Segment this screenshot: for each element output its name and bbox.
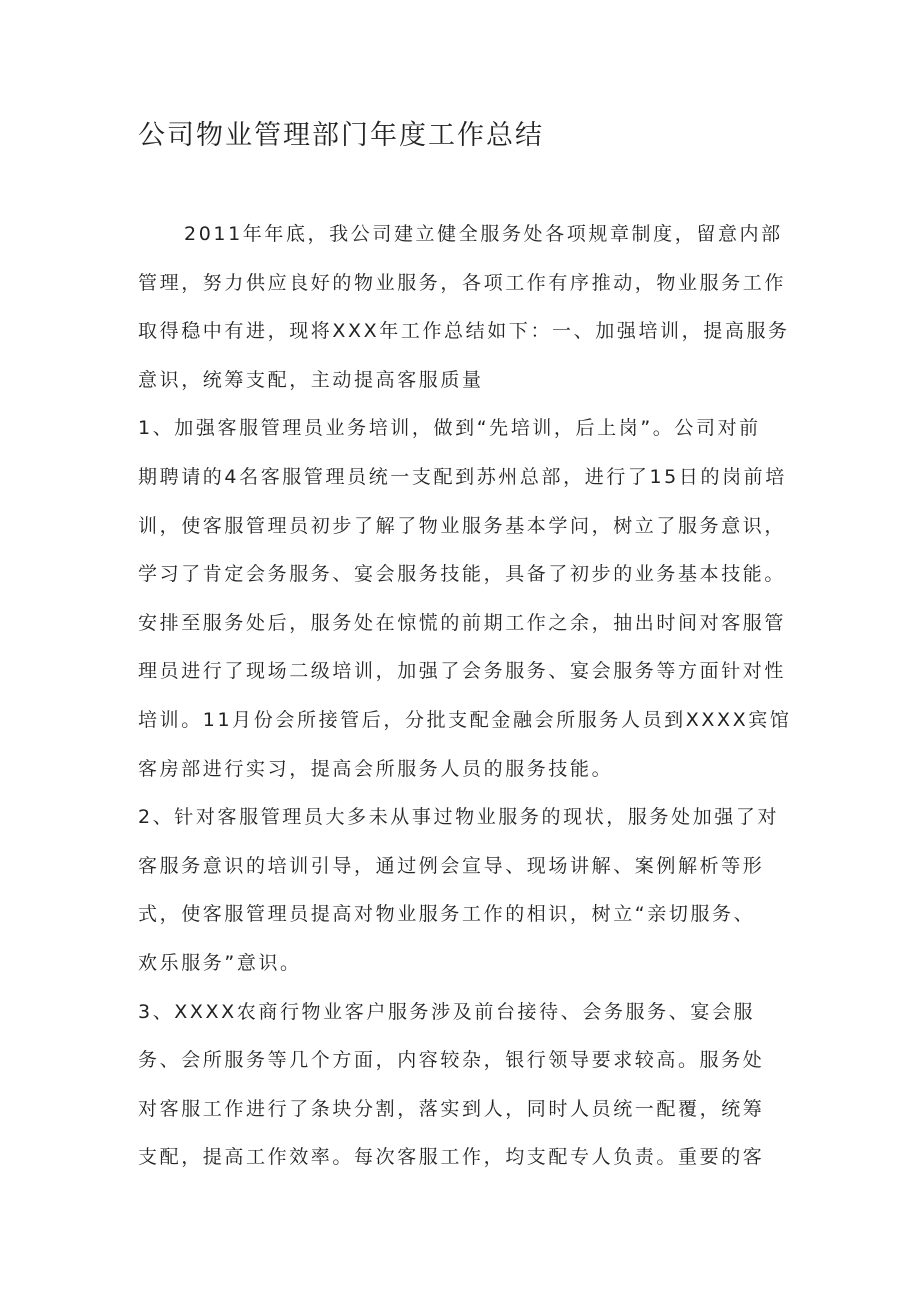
document-body <box>138 210 790 1182</box>
text-line: 客服务意识的培训引导，通过例会宣导、现场讲解、案例解析等形 <box>138 854 765 877</box>
text-line: 2011年年底，我公司建立健全服务处各项规章制度，留意内部 <box>184 223 783 245</box>
document-title: 公司物业管理部门年度工作总结 <box>138 120 544 151</box>
text-line: 对客服工作进行了条块分割，落实到人，同时人员统一配覆，统筹 <box>138 1097 765 1120</box>
text-line: 期聘请的4名客服管理员统一支配到苏州总部，进行了15日的岗前培 <box>138 465 787 488</box>
text-line: 务、会所服务等几个方面，内容较杂，银行领导要求较高。服务处 <box>138 1049 765 1072</box>
text-line: 1、加强客服管理员业务培训，做到“先培训，后上岗”。公司对前 <box>138 417 761 440</box>
text-line: 欢乐服务”意识。 <box>138 951 302 974</box>
text-line: 训，使客服管理员初步了解了物业服务基本学问，树立了服务意识， <box>138 514 787 537</box>
text-line: 管理，努力供应良好的物业服务，各项工作有序推动，物业服务工作 <box>138 271 787 294</box>
text-line: 式，使客服管理员提高对物业服务工作的相识，树立“亲切服务、 <box>138 903 756 926</box>
text-line: 安排至服务处后，服务处在惊慌的前期工作之余，抽出时间对客服管 <box>138 611 787 634</box>
text-line: 理员进行了现场二级培训，加强了会务服务、宴会服务等方面针对性 <box>138 660 787 683</box>
text-line: 取得稳中有进，现将XXX年工作总结如下：一、加强培训，提高服务 <box>138 320 790 343</box>
text-line: 支配，提高工作效率。每次客服工作，均支配专人负责。重要的客 <box>138 1146 765 1169</box>
text-line: 培训。11月份会所接管后，分批支配金融会所服务人员到XXXX宾馆 <box>138 708 792 731</box>
text-line: 意识，统筹支配，主动提高客服质量 <box>138 368 484 391</box>
text-line: 客房部进行实习，提高会所服务人员的服务技能。 <box>138 757 614 780</box>
text-line: 2、针对客服管理员大多未从事过物业服务的现状，服务处加强了对 <box>138 806 780 829</box>
text-line: 学习了肯定会务服务、宴会服务技能，具备了初步的业务基本技能。 <box>138 563 787 586</box>
text-line: 3、XXXX农商行物业客户服务涉及前台接待、会务服务、宴会服 <box>138 1000 756 1023</box>
